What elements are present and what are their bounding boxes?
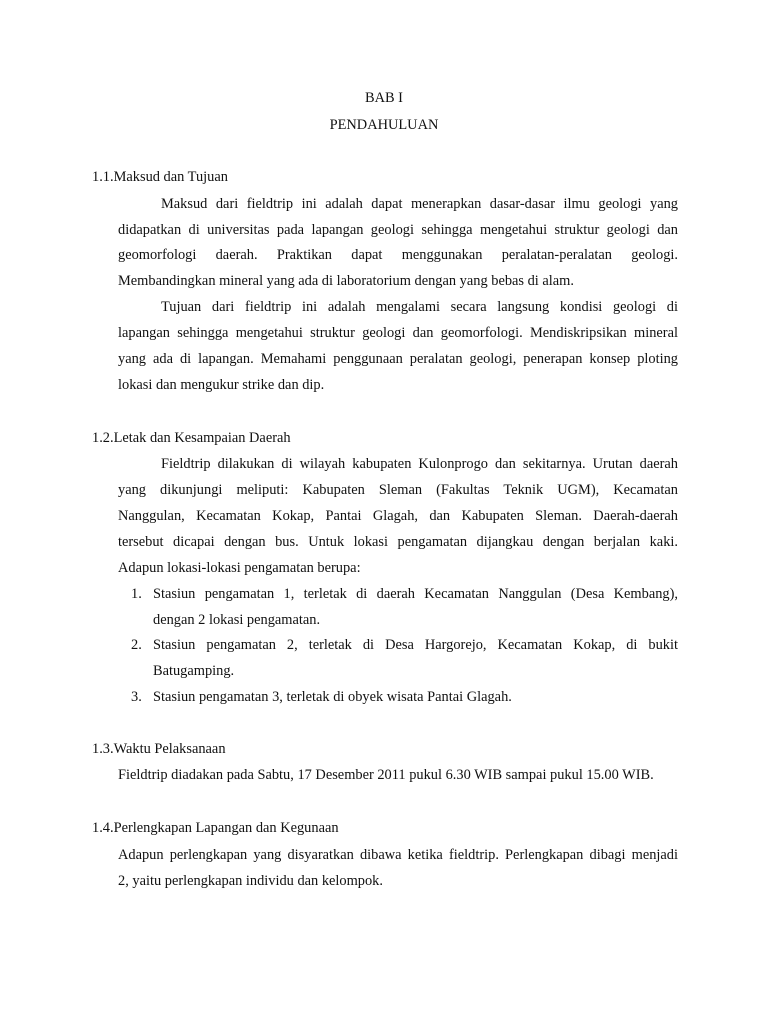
paragraph-line: lapangan sehingga mengetahui struktur geologi dan geomorfologi. Mendiskripsikan mineral (118, 325, 678, 341)
paragraph-line: Fieldtrip diadakan pada Sabtu, 17 Desember 2011 pukul 6.30 WIB sampai pukul 15.00 WIB. (118, 767, 654, 783)
list-number: 1. (131, 586, 142, 602)
list-item: Stasiun pengamatan 2, terletak di Desa Hargorejo, Kecamatan Kokap, di bukit (153, 637, 678, 653)
paragraph-line: yang dikunjungi meliputi: Kabupaten Sleman (Fakultas Teknik UGM), Kecamatan (118, 482, 678, 498)
paragraph-line: geomorfologi daerah. Praktikan dapat menggunakan peralatan-peralatan geologi. (118, 247, 678, 263)
section-heading-1-4: 1.4.Perlengkapan Lapangan dan Kegunaan (92, 820, 339, 836)
paragraph-line: 2, yaitu perlengkapan individu dan kelompok. (118, 873, 383, 889)
section-heading-1-1: 1.1.Maksud dan Tujuan (92, 169, 228, 185)
paragraph-line: didapatkan di universitas pada lapangan geologi sehingga mengetahui struktur geologi dan (118, 222, 678, 238)
paragraph-line: lokasi dan mengukur strike dan dip. (118, 377, 325, 393)
list-number: 2. (131, 637, 142, 653)
paragraph-line: Adapun lokasi-lokasi pengamatan berupa: (118, 560, 361, 576)
list-item: Stasiun pengamatan 1, terletak di daerah Kecamatan Nanggulan (Desa Kembang), (153, 586, 678, 602)
list-item: Batugamping. (153, 663, 235, 679)
list-item: Stasiun pengamatan 3, terletak di obyek wisata Pantai Glagah. (153, 689, 512, 705)
paragraph-line: Nanggulan, Kecamatan Kokap, Pantai Glagah, dan Kabupaten Sleman. Daerah-daerah (118, 508, 678, 524)
chapter-number: BAB I (365, 90, 403, 106)
section-heading-1-2: 1.2.Letak dan Kesampaian Daerah (92, 430, 291, 446)
paragraph-line: yang ada di lapangan. Memahami penggunaan peralatan geologi, penerapan konsep ploting (118, 351, 678, 367)
paragraph-line: Tujuan dari fieldtrip ini adalah mengalami secara langsung kondisi geologi di (161, 299, 678, 315)
chapter-title: PENDAHULUAN (329, 117, 439, 133)
paragraph-line: Membandingkan mineral yang ada di laboratorium dengan yang bebas di alam. (118, 273, 574, 289)
list-number: 3. (131, 689, 142, 705)
paragraph-line: Adapun perlengkapan yang disyaratkan dibawa ketika fieldtrip. Perlengkapan dibagi menjadi (118, 847, 678, 863)
paragraph-line: Maksud dari fieldtrip ini adalah dapat menerapkan dasar-dasar ilmu geologi yang (161, 196, 678, 212)
paragraph-line: tersebut dicapai dengan bus. Untuk lokasi pengamatan dijangkau dengan berjalan kaki. (118, 534, 678, 550)
paragraph-line: Fieldtrip dilakukan di wilayah kabupaten Kulonprogo dan sekitarnya. Urutan daerah (161, 456, 678, 472)
list-item: dengan 2 lokasi pengamatan. (153, 612, 321, 628)
section-heading-1-3: 1.3.Waktu Pelaksanaan (92, 741, 226, 757)
